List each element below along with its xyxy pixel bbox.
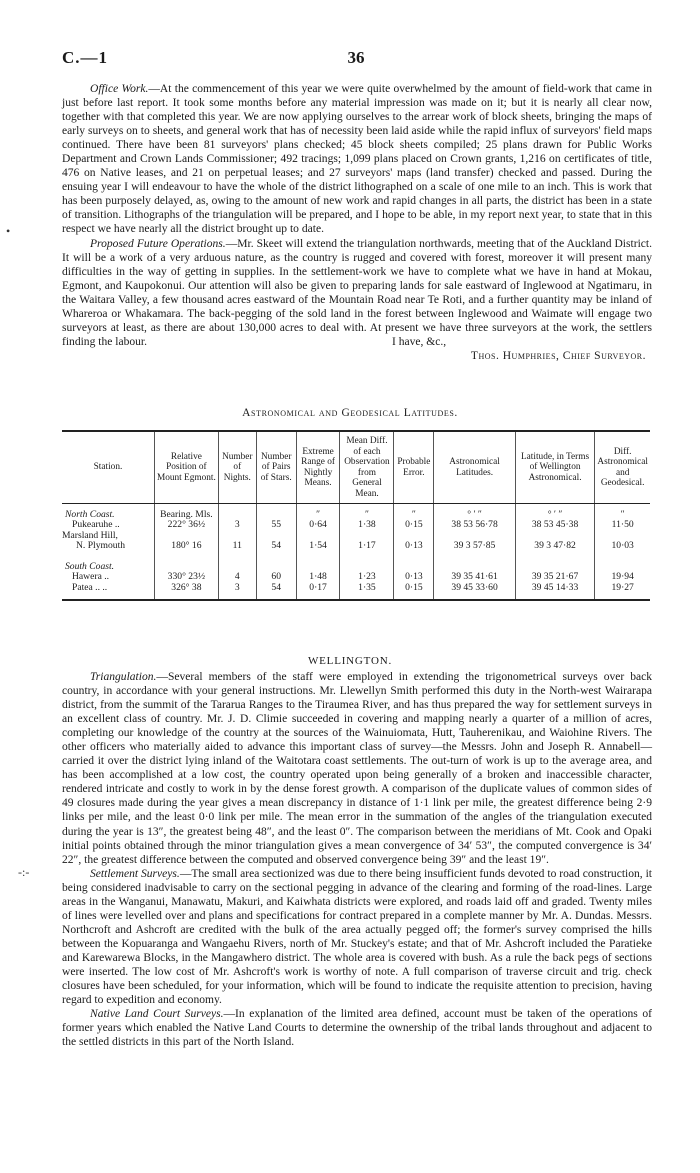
col-mean-diff: Mean Diff. of each Observation from General Mean. xyxy=(340,431,394,504)
native-paragraph xyxy=(62,1007,652,1049)
col-wellington-lat: Latitude, in Terms of Wellington Astronomical. xyxy=(515,431,595,504)
unit-cell: ″ xyxy=(394,510,434,521)
office-work-heading: Office Work. xyxy=(90,83,149,95)
report-code: C.—1 xyxy=(62,48,109,67)
page-number: 36 xyxy=(347,48,365,67)
signature: Thos. Humphries, Chief Surveyor. xyxy=(470,349,646,362)
unit-cell: ° ′ ″ xyxy=(515,510,595,521)
col-probable-error: Probable Error. xyxy=(394,431,434,504)
unit-cell: ″ xyxy=(595,510,650,521)
unit-cell: ″ xyxy=(340,510,394,521)
col-nights: Number of Nights. xyxy=(218,431,256,504)
col-diff: Diff. Astronomical and Geodesical. xyxy=(595,431,650,504)
proposed-operations-text: —Mr. Skeet will extend the triangulation northwards, meeting that of the Auckland District. It will be a work of a very arduous nature, as the country is rugged and covered with forest, moreover it will present many difficulties in the way of getting in supplies. In the settlement-work we have to complete what we have in hand at Mokau, Egmont, and Kaupokonui. Our attention will also be given to preparing lands for sale eastward of Inglewood at Ngatimaru, in the Waitara Valley, a few thousand acres eastward of the Mountain Road near Te Roti, and a further quantity may be inland of Whareroa or Whakamara. The back-pegging of the sold land in the forest between Inglewood and Waimate will engage two surveyors at least, as there are about 130,000 acres to deal with. At present we have three surveyors at the work, the settlers finding the labour. xyxy=(62,237,652,348)
col-relative-position: Relative Position of Mount Egmont. xyxy=(154,431,218,504)
office-work-text: —At the commencement of this year we were quite overwhelmed by the amount of field-work that came in just before last report. It took some months before any material impression was made on it; but it is nearly all clear now, together with that completed this year. We are now applying ourselves to the arrear work of block sheets, bringing the maps of early surveys on to sheets, and general work that has of necessity been laid aside while the rapid influx of surveyors' field maps continued. There have been 81 surveyors' plans checked; 45 block sheets compiled; 25 plans drawn for Public Works Department and Crown Lands Commissioner; 492 tracings; 1,099 plans placed on Crown grants, 1,216 on certificates of title, 476 on Native leases, and 21 on perpetual leases; and 27 surveyors' maps (land transfer) checked and passed. During the ensuing year I will endeavour to have the whole of the district lithographed on a scale of one mile to an inch. This is work that has been purposely delayed, as, owing to the amount of new work and rapid changes in all parts, the district has been in a state of transition. Lithographs of the triangulation will be prepared, and I hope to be able, in my report next year, to state that in this respect we have nearly all the district brought up to date. xyxy=(62,83,653,236)
wellington-title: WELLINGTON. xyxy=(307,655,393,667)
group-north-coast: North Coast. xyxy=(65,508,115,520)
unit-cell: Bearing. Mls. xyxy=(154,510,218,521)
unit-cell: ″ xyxy=(296,510,340,521)
table-row: Hawera .. 330° 23½ 4 60 1·48 1·23 0·13 39 35 41·61 39 35 21·67 19·94 xyxy=(62,572,650,583)
triangulation-text: —Several members of the staff were employed in extending the trigonometrical surveys over back country, in accordance with your general instructions. Mr. Llewellyn Smith performed this duty in the North-west Wairarapa district, from the summit of the Tararua Ranges to the Tiraumea River, and has thus prepared the way for settlement surveys in an excellent class of country. Mr. J. D. Climie succeeded in covering and mapping nearly a quarter of a million of acres, completing our knowledge of the country at the sources of the Wainuiomata, Hutt, Tauherenikau, and Waiohine Rivers. The other officers who materially aided to advance this important class of survey—the Messrs. John and Joseph R. Annabell—carried it over the district lying inland of the Waitotara coast settlements. The out-turn of work is up to the average area, and has been accomplished at a low cost, the country operated upon being generally of a broken and inaccessible character, rendered intricate and costly to work in by the dense forest growth. A comparison of the duplicate values of common sides of 49 closures made during the year gives a mean discrepancy in distance of 1·1 link per mile, the greatest difference being 2·9 links per mile, and the least 0·0 link per mile. The mean error in the summation of the angles of the triangulation executed during the year is 13″, the greatest being 48″, and the least 0″. The comparison between the meridians of Mt. Cook and Opaki initial points obtained through the minor triangulation gives a mean convergence of 34′ 53″, the computed convergence is 34′ 22″, the greatest difference between the computed and observed convergence being 39″ and the least 19″. xyxy=(62,671,652,866)
top-text-block xyxy=(62,82,652,363)
wellington-text-block xyxy=(62,670,652,1049)
table-row: Marsland Hill, xyxy=(62,531,650,542)
margin-dot: • xyxy=(6,224,11,238)
settlement-text: —The small area sectionized was due to there being insufficient funds devoted to road construction, it being considered inadvisable to carry on the sectional pegging in advance of the clearing and forming of the road-lines. Large areas in the Wanganui, Manawatu, Makuri, and Kaiwhata districts were explored, and roads laid off and graded. Twenty miles of lines were levelled over and plans and specifications for contract prepared in a complete manner by Mr. A. Dundas. Messrs. Northcroft and Ashcroft are credited with the bulk of the area actually pegged off; the former's survey comprised the hills between the Kopuaranga and Wangaehu Rivers, north of Mr. Stuckey's estate; and that of Mr. Ashcroft included the Paratieke and Karewarewa Blocks, in the Mangawhero district. The whole area is covered with bush. As a rule the back pegs of sections were inserted. The low cost of Mr. Ashcroft's work is worthy of note. A full comparison of traverse circuit and trig. check closures have been scheduled, for your information, which will be found to indicate the requisite attention to precision, having regard to expedition and economy. xyxy=(62,867,652,1007)
settlement-paragraph xyxy=(62,867,652,1007)
col-astro-lat: Astronomical Latitudes. xyxy=(434,431,515,504)
closing-line: I have, &c., xyxy=(392,335,447,348)
settlement-heading: Settlement Surveys. xyxy=(90,867,180,880)
table-row: Patea .. .. 326° 38 3 54 0·17 1·35 0·15 39 45 33·60 39 45 14·33 19·27 xyxy=(62,583,650,601)
office-work-paragraph xyxy=(62,82,652,237)
col-pairs: Number of Pairs of Stars. xyxy=(256,431,296,504)
col-station: Station. xyxy=(62,431,154,504)
triangulation-heading: Triangulation. xyxy=(90,671,157,683)
native-text: —In explanation of the limited area defined, account must be taken of the operations of former years which enabled the Native Land Courts to determine the ownership of the tribal lands throughout and adjacent to the settled districts in this part of the North Island. xyxy=(62,1008,652,1049)
col-extreme-range: Extreme Range of Nightly Means. xyxy=(296,431,340,504)
group-south-coast: South Coast. xyxy=(65,560,115,572)
page-header xyxy=(62,48,650,72)
latitudes-table xyxy=(62,430,650,601)
margin-mark: -:- xyxy=(18,865,30,879)
triangulation-paragraph xyxy=(62,670,652,867)
table-title: Astronomical and Geodesical Latitudes. xyxy=(242,407,458,419)
proposed-operations-paragraph xyxy=(62,237,652,349)
table-header-row xyxy=(62,431,650,504)
proposed-operations-heading: Proposed Future Operations. xyxy=(90,237,226,250)
native-heading: Native Land Court Surveys. xyxy=(90,1008,224,1021)
unit-cell: ° ′ ″ xyxy=(434,510,515,521)
table-row: N. Plymouth 180° 16 11 54 1·54 1·17 0·13 39 3 57·85 39 3 47·82 10·03 xyxy=(62,541,650,552)
table-row: Pukearuhe .. 222° 36½ 3 55 0·64 1·38 0·15 38 53 56·78 38 53 45·38 11·50 xyxy=(62,520,650,531)
